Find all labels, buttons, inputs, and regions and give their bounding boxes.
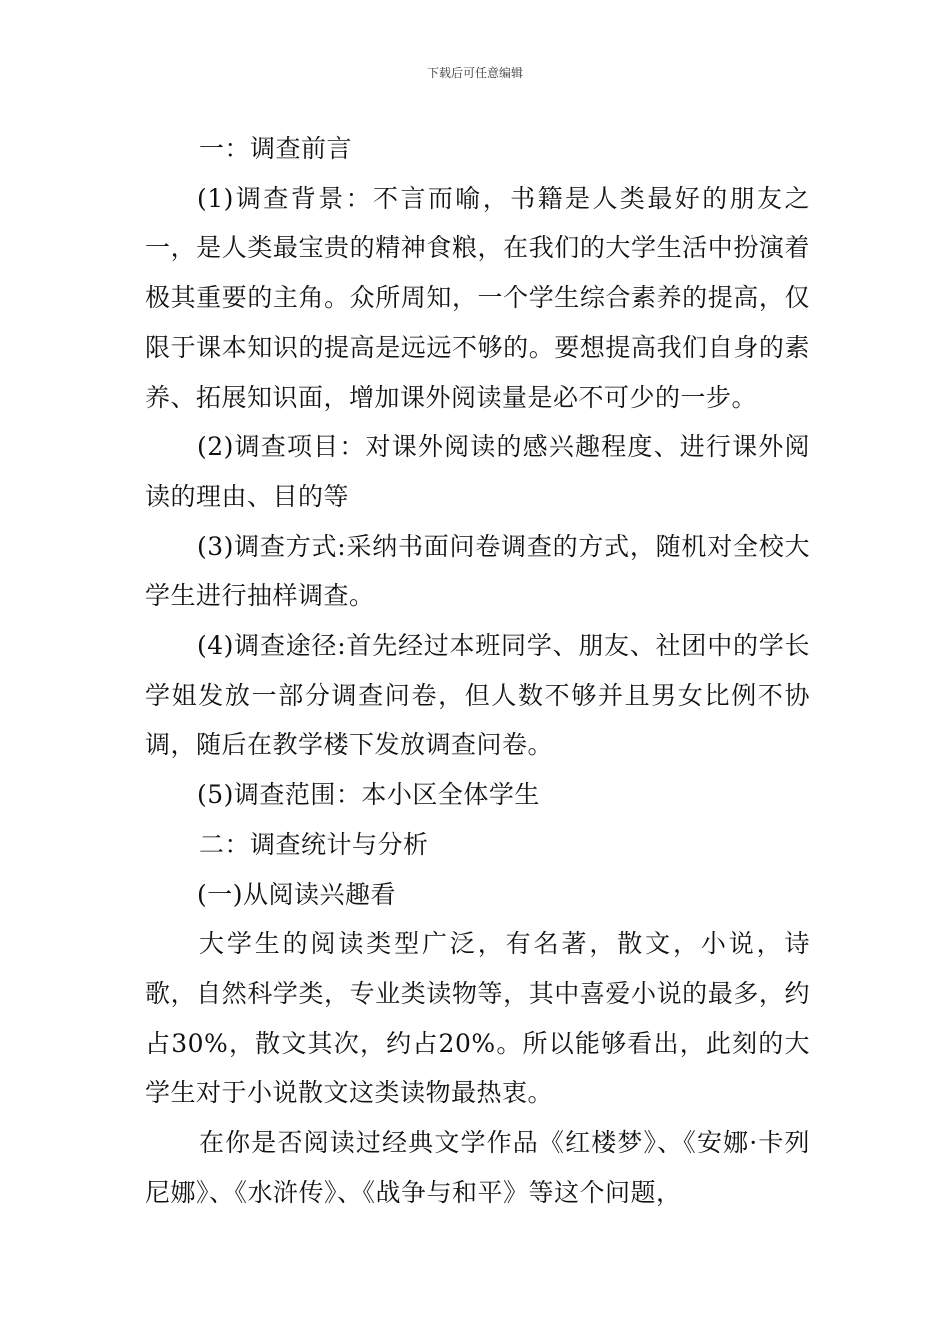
paragraph-classics: 在你是否阅读过经典文学作品《红楼梦》、《安娜·卡列尼娜》、《水浒传》、《战争与和平》等这个问题， xyxy=(145,1128,810,1207)
paragraph-project: (2)调查项目：对课外阅读的感兴趣程度、进行课外阅读的理由、目的等 xyxy=(145,432,810,511)
page-header: 下载后可任意编辑 xyxy=(426,66,523,80)
document-body xyxy=(145,124,810,1217)
section-heading-1: 一：调查前言 xyxy=(199,134,353,163)
paragraph-method: (3)调查方式:采纳书面问卷调查的方式，随机对全校大学生进行抽样调查。 xyxy=(145,531,810,611)
paragraph-approach: (4)调查途径:首先经过本班同学、朋友、社团中的学长学姐发放一部分调查问卷，但人数不够并且男女比例不协调，随后在教学楼下发放调查问卷。 xyxy=(145,631,810,760)
subsection-heading: (一)从阅读兴趣看 xyxy=(197,879,397,909)
section-heading-2: 二：调查统计与分析 xyxy=(199,829,429,859)
paragraph-background: (1)调查背景：不言而喻，书籍是人类最好的朋友之一，是人类最宝贵的精神食粮，在我们的大学生活中扮演着极其重要的主角。众所周知，一个学生综合素养的提高，仅限于课本知识的提高是远远不够的。要想提高我们自身的素养、拓展知识面，增加课外阅读量是必不可少的一步。 xyxy=(145,183,810,412)
paragraph-reading-types: 大学生的阅读类型广泛，有名著，散文，小说，诗歌，自然科学类，专业类读物等，其中喜爱小说的最多，约占30%，散文其次，约占20%。所以能够看出，此刻的大学生对于小说散文这类读物最热衷。 xyxy=(145,929,810,1108)
paragraph-scope: (5)调查范围：本小区全体学生 xyxy=(197,780,540,810)
